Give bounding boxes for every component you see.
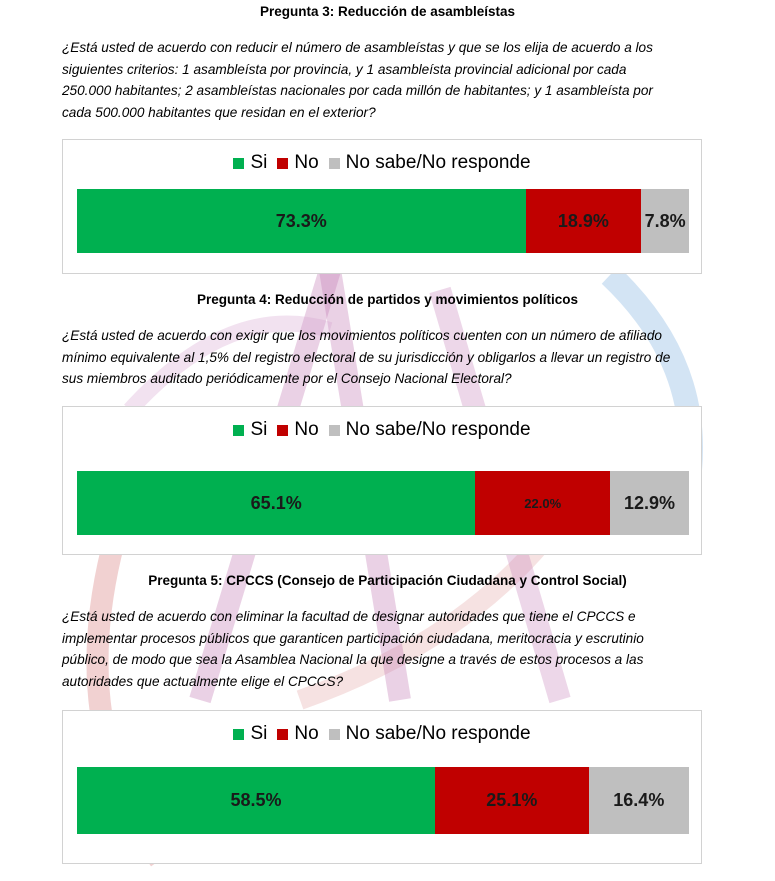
stacked-bar — [77, 189, 689, 253]
chart-question-4 — [62, 406, 702, 555]
legend-item-si — [233, 419, 267, 441]
legend-swatch-no — [277, 425, 288, 436]
chart-question-5 — [62, 710, 702, 864]
chart-legend — [63, 152, 701, 174]
legend-item-no — [277, 723, 318, 745]
legend-swatch-no — [277, 158, 288, 169]
question-3-line: cada 500.000 habitantes que residan en el exterior? — [62, 105, 376, 121]
data-label-si: 58.5% — [230, 790, 282, 810]
legend-swatch-nsnr — [329, 729, 340, 740]
question-4-line: sus miembros auditado periódicamente por el Consejo Nacional Electoral? — [62, 371, 512, 387]
question-5-line: implementar procesos públicos que garanticen participación ciudadana, meritocracia y escrutinio — [62, 630, 644, 646]
question-5-line: ¿Está usted de acuerdo con eliminar la facultad de designar autoridades que tiene el CPCCS e — [62, 609, 636, 624]
legend-item-si — [233, 723, 267, 745]
legend-item-nsnr — [329, 152, 531, 174]
question-4-line: ¿Está usted de acuerdo con exigir que los movimientos políticos cuenten con un número de afiliado — [62, 328, 662, 343]
question-3-line: siguientes criterios: 1 asambleísta por provincia, y 1 asambleísta provincial adicional por cada — [62, 61, 627, 77]
data-label-nsnr: 7.8% — [644, 210, 686, 231]
legend-label-si: Si — [250, 419, 268, 440]
legend-label-si: Si — [250, 152, 268, 173]
stacked-bar — [77, 471, 689, 535]
bar-segment-si — [77, 189, 526, 253]
legend-item-si — [233, 152, 267, 174]
legend-label-no: No — [294, 152, 319, 173]
question-3-line: 250.000 habitantes; 2 asambleístas nacionales por cada millón de habitantes; y 1 asambleísta por — [62, 83, 653, 99]
data-label-nsnr: 12.9% — [623, 492, 676, 513]
legend-swatch-nsnr — [329, 425, 340, 436]
data-label-si: 65.1% — [250, 492, 302, 513]
legend-label-nsnr: No sabe/No responde — [345, 152, 531, 173]
legend-swatch-si — [233, 158, 244, 169]
bar-segment-nsnr — [589, 767, 689, 834]
legend-item-nsnr — [329, 419, 531, 441]
legend-label-nsnr: No sabe/No responde — [345, 419, 531, 440]
data-label-no: 25.1% — [486, 790, 538, 810]
legend-swatch-si — [233, 729, 244, 740]
stacked-bar — [77, 767, 689, 834]
data-label-nsnr: 16.4% — [613, 790, 665, 810]
question-4-title: Pregunta 4: Reducción de partidos y movimientos políticos — [196, 292, 579, 307]
data-label-no: 22.0% — [524, 495, 562, 511]
chart-question-3 — [62, 139, 702, 274]
question-5-text — [62, 606, 712, 693]
legend-swatch-nsnr — [329, 158, 340, 169]
question-3-title: Pregunta 3: Reducción de asambleístas — [259, 4, 516, 19]
legend-item-no — [277, 152, 318, 174]
question-5-title: Pregunta 5: CPCCS (Consejo de Participación Ciudadana y Control Social) — [148, 573, 627, 588]
legend-label-nsnr: No sabe/No responde — [345, 723, 531, 744]
data-label-no: 18.9% — [557, 210, 609, 231]
bar-segment-si — [77, 767, 435, 834]
legend-item-no — [277, 419, 318, 441]
bar-segment-si — [77, 471, 475, 535]
chart-legend — [63, 723, 701, 745]
question-5-line: autoridades que actualmente elige el CPCCS? — [62, 674, 344, 690]
question-3-line: ¿Está usted de acuerdo con reducir el número de asambleístas y que se los elija de acuerdo a los — [62, 40, 653, 55]
bar-segment-no — [475, 471, 610, 535]
bar-segment-no — [526, 189, 642, 253]
question-3-text — [62, 37, 712, 124]
legend-item-nsnr — [329, 723, 531, 745]
question-4-line: mínimo equivalente al 1,5% del registro electoral de su jurisdicción y obligarlos a llevar un registro de — [62, 349, 671, 365]
data-label-si: 73.3% — [275, 210, 327, 231]
bar-segment-nsnr — [641, 189, 689, 253]
legend-swatch-no — [277, 729, 288, 740]
legend-label-no: No — [294, 419, 319, 440]
legend-label-si: Si — [250, 723, 268, 744]
legend-label-no: No — [294, 723, 319, 744]
bar-segment-no — [435, 767, 589, 834]
question-4-text — [62, 325, 712, 390]
question-5-line: público, de modo que sea la Asamblea Nacional la que designe a través de estos procesos a las — [62, 652, 644, 668]
legend-swatch-si — [233, 425, 244, 436]
chart-legend — [63, 419, 701, 441]
bar-segment-nsnr — [610, 471, 689, 535]
